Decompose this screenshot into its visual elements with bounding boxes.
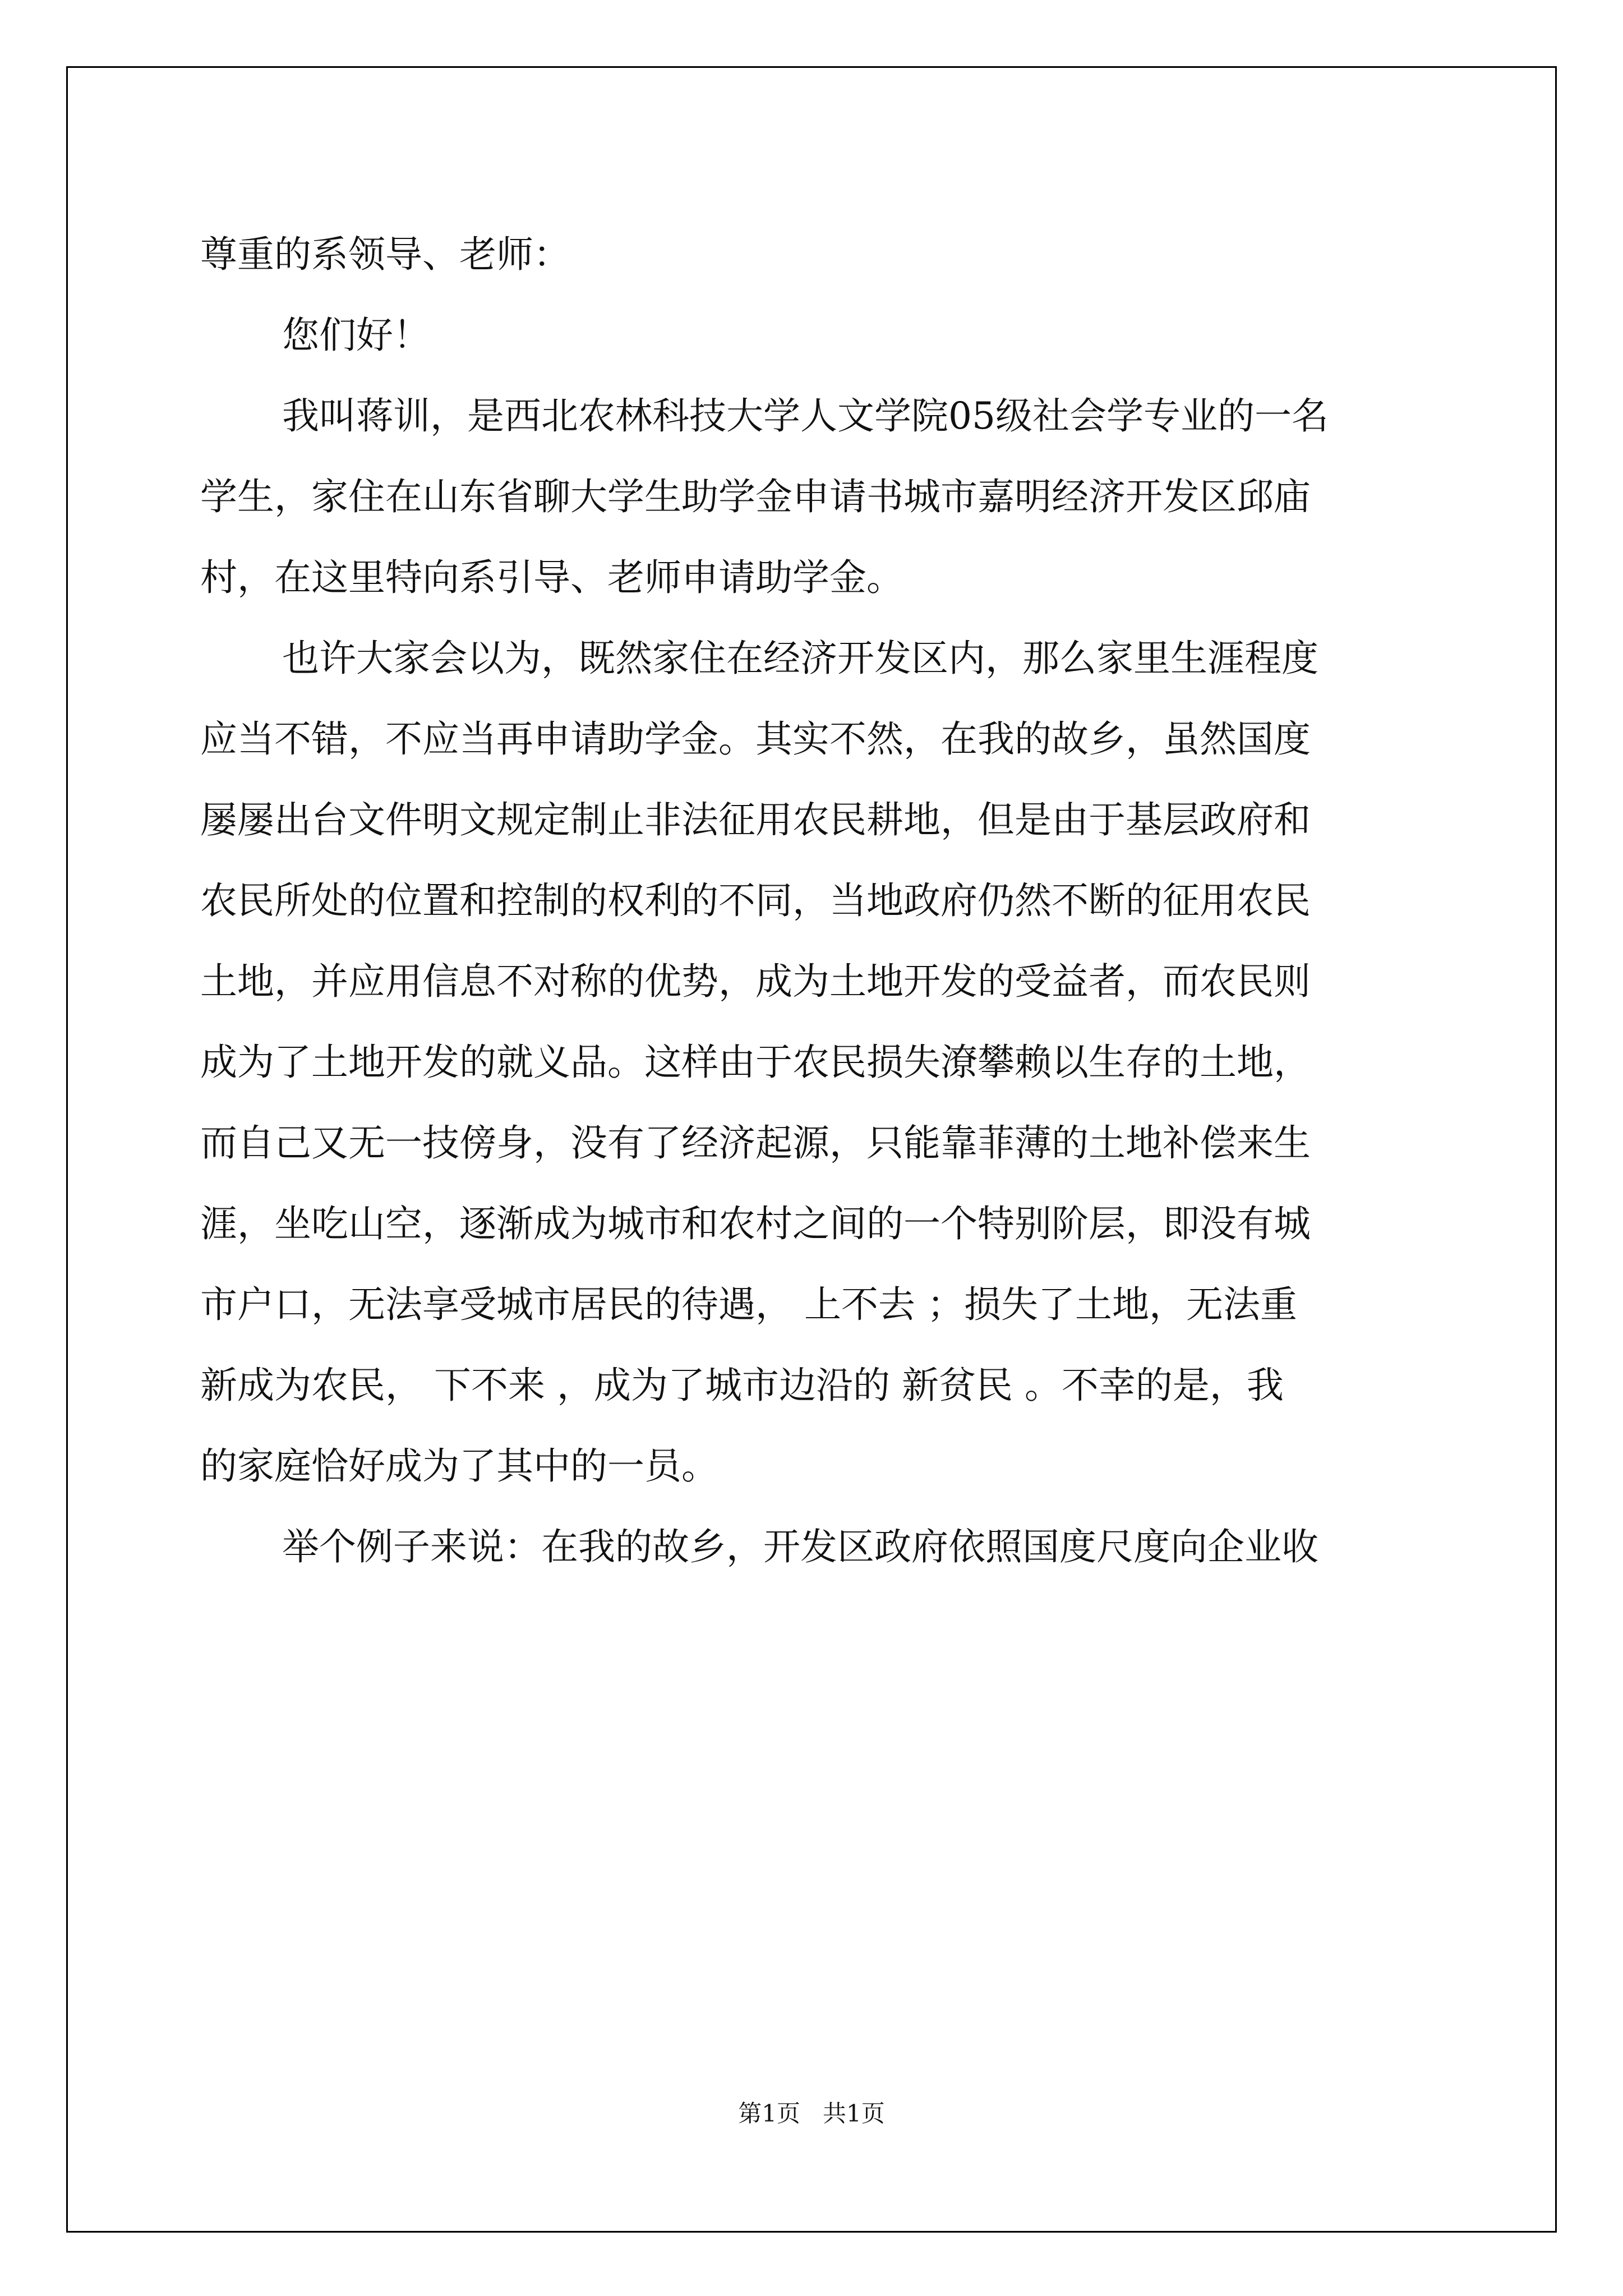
- paragraph-line: 而自己又无一技傍身，没有了经济起源，只能靠菲薄的土地补偿来生: [200, 1121, 1311, 1165]
- paragraph-line: 我叫蒋训，是西北农林科技大学人文学院05级社会学专业的一名: [282, 394, 1329, 438]
- paragraph-line: 学生，家住在山东省聊大学生助学金申请书城市嘉明经济开发区邱庙: [200, 475, 1311, 518]
- paragraph-line: 应当不错，不应当再申请助学金。其实不然，在我的故乡，虽然国度: [200, 717, 1311, 761]
- paragraph-line: 举个例子来说：在我的故乡，开发区政府依照国度尺度向企业收: [282, 1525, 1318, 1568]
- paragraph-line: 土地，并应用信息不对称的优势，成为土地开发的受益者，而农民则: [200, 960, 1311, 1003]
- page-number: 第1页 共1页: [738, 2100, 885, 2127]
- paragraph-line: 也许大家会以为，既然家住在经济开发区内，那么家里生涯程度: [282, 637, 1318, 680]
- paragraph-line: 村，在这里特向系引导、老师申请助学金。: [200, 556, 903, 599]
- paragraph-line: 农民所处的位置和控制的权利的不同，当地政府仍然不断的征用农民: [200, 879, 1311, 922]
- salutation: 尊重的系领导、老师：: [200, 233, 570, 276]
- document-body: [200, 214, 1428, 1588]
- paragraph-line: 屡屡出台文件明文规定制止非法征用农民耕地，但是由于基层政府和: [200, 798, 1311, 841]
- paragraph-line: 的家庭恰好成为了其中的一员。: [200, 1444, 718, 1488]
- paragraph-line: 新成为农民， 下不来 ，成为了城市边沿的 新贫民 。不幸的是，我: [200, 1364, 1284, 1407]
- paragraph-line: 市户口，无法享受城市居民的待遇， 上不去 ；损失了土地，无法重: [200, 1283, 1297, 1326]
- paragraph-line: 涯，坐吃山空，逐渐成为城市和农村之间的一个特别阶层，即没有城: [200, 1202, 1311, 1245]
- paragraph-line: 成为了土地开发的就义品。这样由于农民损失潦攀赖以生存的土地，: [200, 1041, 1311, 1084]
- greeting: 您们好！: [282, 314, 430, 357]
